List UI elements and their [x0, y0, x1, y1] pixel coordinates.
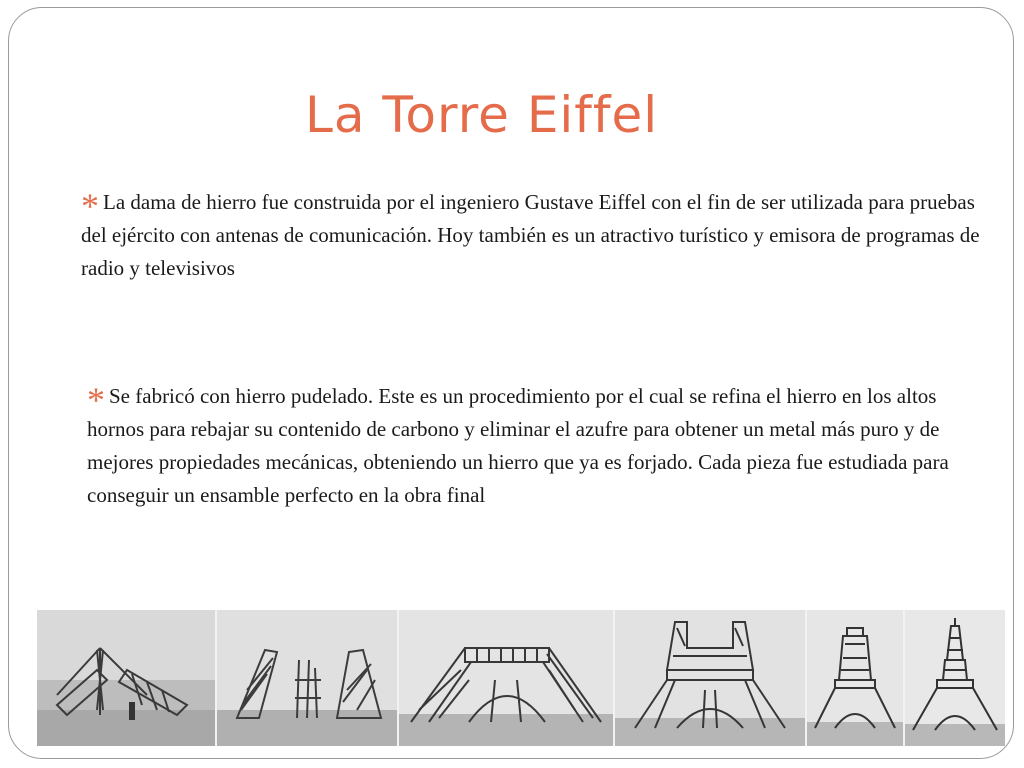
bullet-marker: *	[81, 186, 99, 226]
bullet-marker: *	[87, 380, 105, 420]
construction-photo-strip	[37, 610, 1005, 746]
bullet-2	[87, 380, 967, 512]
tower-second-level-photo	[615, 610, 805, 746]
slide	[8, 7, 1014, 759]
bullet-text: Se fabricó con hierro pudelado. Este es un procedimiento por el cual se refina el hierro en los altos hornos para rebajar su contenido de carbono y eliminar el azufre para obtener un metal más puro y de mejores propiedades mecánicas, obteniendo un hierro que ya es forjado. Cada pieza fue estudiada para conseguir un ensamble perfecto en la obra final	[87, 384, 949, 507]
bullet-text: La dama de hierro fue construida por el ingeniero Gustave Eiffel con el fin de ser utilizada para pruebas del ejército con antenas de comunicación. Hoy también es un atractivo turístico y emisora de programas de radio y televisivos	[81, 190, 980, 280]
tower-complete-photo	[905, 610, 1005, 746]
tower-legs-started-photo	[217, 610, 397, 746]
bullet-1	[81, 186, 1001, 285]
tower-foundation-crane-photo	[37, 610, 215, 746]
tower-near-complete-photo	[807, 610, 903, 746]
slide-title: La Torre Eiffel	[305, 86, 659, 144]
tower-first-platform-photo	[399, 610, 613, 746]
